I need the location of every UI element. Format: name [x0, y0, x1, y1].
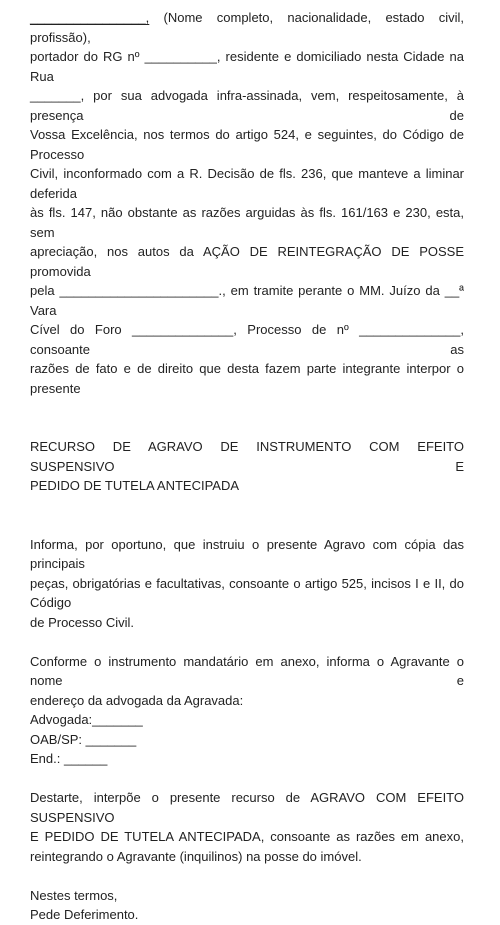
endereco-field: End.: ______ — [30, 751, 108, 766]
mandato-paragraph — [30, 652, 464, 711]
opening-line-7: apreciação, nos autos da AÇÃO DE REINTEGRAÇÃO DE POSSE promovida — [30, 244, 464, 279]
name-blank: ________________, — [30, 10, 150, 25]
opening-line-1: ________________, (Nome completo, nacionalidade, estado civil, profissão), — [30, 10, 464, 45]
spacer — [30, 632, 464, 652]
opening-line-10: razões de fato e de direito que desta fazem parte integrante interpor o presente — [30, 361, 464, 396]
closing-nestes-termos: Nestes termos, — [30, 887, 118, 903]
destarte-paragraph — [30, 788, 464, 866]
informa-line-1: Informa, por oportuno, que instruiu o presente Agravo com cópia das principais — [30, 536, 464, 571]
title-line-1: RECURSO DE AGRAVO DE INSTRUMENTO COM EFEITO SUSPENSIVO E — [30, 439, 464, 474]
opening-line-4: Vossa Excelência, nos termos do artigo 524, e seguintes, do Código de Processo — [30, 127, 464, 162]
mandato-line-1: Conforme o instrumento mandatário em anexo, informa o Agravante o nome e — [30, 653, 464, 688]
mandato-line-2: endereço da advogada da Agravada: — [30, 692, 244, 708]
oab-field: OAB/SP: _______ — [30, 731, 137, 747]
advogada-field: Advogada:_______ — [30, 712, 143, 727]
document-page — [30, 8, 464, 925]
opening-line-6: às fls. 147, não obstante as razões arguidas às fls. 161/163 e 230, esta, sem — [30, 205, 464, 240]
spacer — [30, 515, 464, 535]
opening-line-5: Civil, inconformado com a R. Decisão de fls. 236, que manteve a liminar deferida — [30, 166, 464, 201]
spacer — [30, 769, 464, 789]
opening-line-3: _______, por sua advogada infra-assinada, vem, respeitosamente, à presença de — [30, 88, 464, 123]
destarte-line-2: E PEDIDO DE TUTELA ANTECIPADA, consoante as razões em anexo, — [30, 829, 464, 844]
document-title — [30, 437, 464, 496]
spacer — [30, 398, 464, 418]
opening-paragraph — [30, 8, 464, 398]
destarte-line-3: reintegrando o Agravante (inquilinos) na posse do imóvel. — [30, 848, 362, 864]
title-line-2: PEDIDO DE TUTELA ANTECIPADA — [30, 478, 240, 493]
opening-line-8: pela ______________________., em tramite perante o MM. Juízo da __ª Vara — [30, 283, 464, 318]
informa-line-2: peças, obrigatórias e facultativas, consoante o artigo 525, incisos I e II, do Código — [30, 575, 464, 610]
spacer — [30, 418, 464, 438]
informa-line-3: de Processo Civil. — [30, 614, 135, 630]
opening-line-2: portador do RG nº __________, residente e domiciliado nesta Cidade na Rua — [30, 49, 464, 84]
spacer — [30, 496, 464, 516]
closing-pede-deferimento: Pede Deferimento. — [30, 907, 139, 922]
destarte-line-1: Destarte, interpõe o presente recurso de AGRAVO COM EFEITO SUSPENSIVO — [30, 790, 464, 825]
informa-paragraph — [30, 535, 464, 633]
spacer — [30, 866, 464, 886]
opening-line-9: Cível do Foro ______________, Processo de nº ______________, consoante as — [30, 322, 464, 357]
